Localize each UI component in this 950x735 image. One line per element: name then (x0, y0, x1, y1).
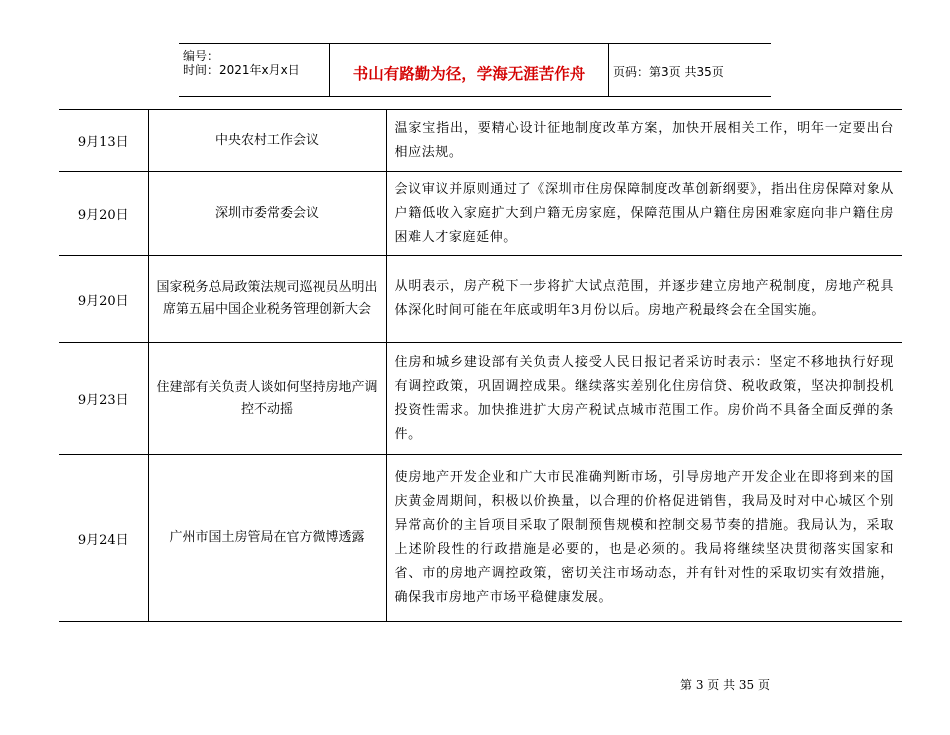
event-description: 住房和城乡建设部有关负责人接受人民日报记者采访时表示：坚定不移地执行好现有调控政策，巩固调控成果。继续落实差别化住房信贷、税收政策，坚决抑制投机投资性需求。加快推进扩大房产税试点城市范围工作。房价尚不具备全面反弹的条件。 (386, 343, 902, 455)
event-date: 9月24日 (59, 455, 148, 622)
event-date: 9月13日 (59, 110, 148, 172)
event-source: 国家税务总局政策法规司巡视员丛明出席第五届中国企业税务管理创新大会 (148, 256, 386, 343)
table-row (59, 256, 902, 343)
event-description: 从明表示，房产税下一步将扩大试点范围，并逐步建立房地产税制度，房地产税具体深化时间可能在年底或明年3月份以后。房地产税最终会在全国实施。 (386, 256, 902, 343)
event-source: 广州市国土房管局在官方微博透露 (148, 455, 386, 622)
event-description: 会议审议并原则通过了《深圳市住房保障制度改革创新纲要》，指出住房保障对象从户籍低收入家庭扩大到户籍无房家庭，保障范围从户籍住房困难家庭向非户籍住房困难人才家庭延伸。 (386, 172, 902, 256)
table-row (59, 172, 902, 256)
header-page-label: 页码：第3页 共35页 (613, 65, 724, 79)
header-motto-cell (329, 44, 609, 96)
policy-events-table (59, 109, 902, 622)
table-row (59, 455, 902, 622)
header-meta-cell (179, 44, 329, 96)
header-motto: 书山有路勤为径，学海无涯苦作舟 (352, 65, 586, 83)
event-date: 9月23日 (59, 343, 148, 455)
event-date: 9月20日 (59, 256, 148, 343)
table-row (59, 343, 902, 455)
event-date: 9月20日 (59, 172, 148, 256)
event-description: 温家宝指出，要精心设计征地制度改革方案，加快开展相关工作，明年一定要出台相应法规。 (386, 110, 902, 172)
document-number-label: 编号： (183, 49, 220, 63)
document-header (179, 43, 771, 97)
table-row (59, 110, 902, 172)
event-description: 使房地产开发企业和广大市民准确判断市场，引导房地产开发企业在即将到来的国庆黄金周期间，积极以价换量，以合理的价格促进销售，我局及时对中心城区个别异常高价的主旨项目采取了限制预售规模和控制交易节奏的措施。我局认为，采取上述阶段性的行政措施是必要的，也是必须的。我局将继续坚决贯彻落实国家和省、市的房地产调控政策，密切关注市场动态，并有针对性的采取切实有效措施，确保我市房地产市场平稳健康发展。 (386, 455, 902, 622)
header-page-cell (609, 44, 771, 96)
event-source: 住建部有关负责人谈如何坚持房地产调控不动摇 (148, 343, 386, 455)
event-source: 中央农村工作会议 (148, 110, 386, 172)
event-source: 深圳市委常委会议 (148, 172, 386, 256)
page-footer: 第 3 页 共 35 页 (680, 678, 770, 692)
document-time-label: 时间：2021年x月x日 (183, 63, 300, 77)
